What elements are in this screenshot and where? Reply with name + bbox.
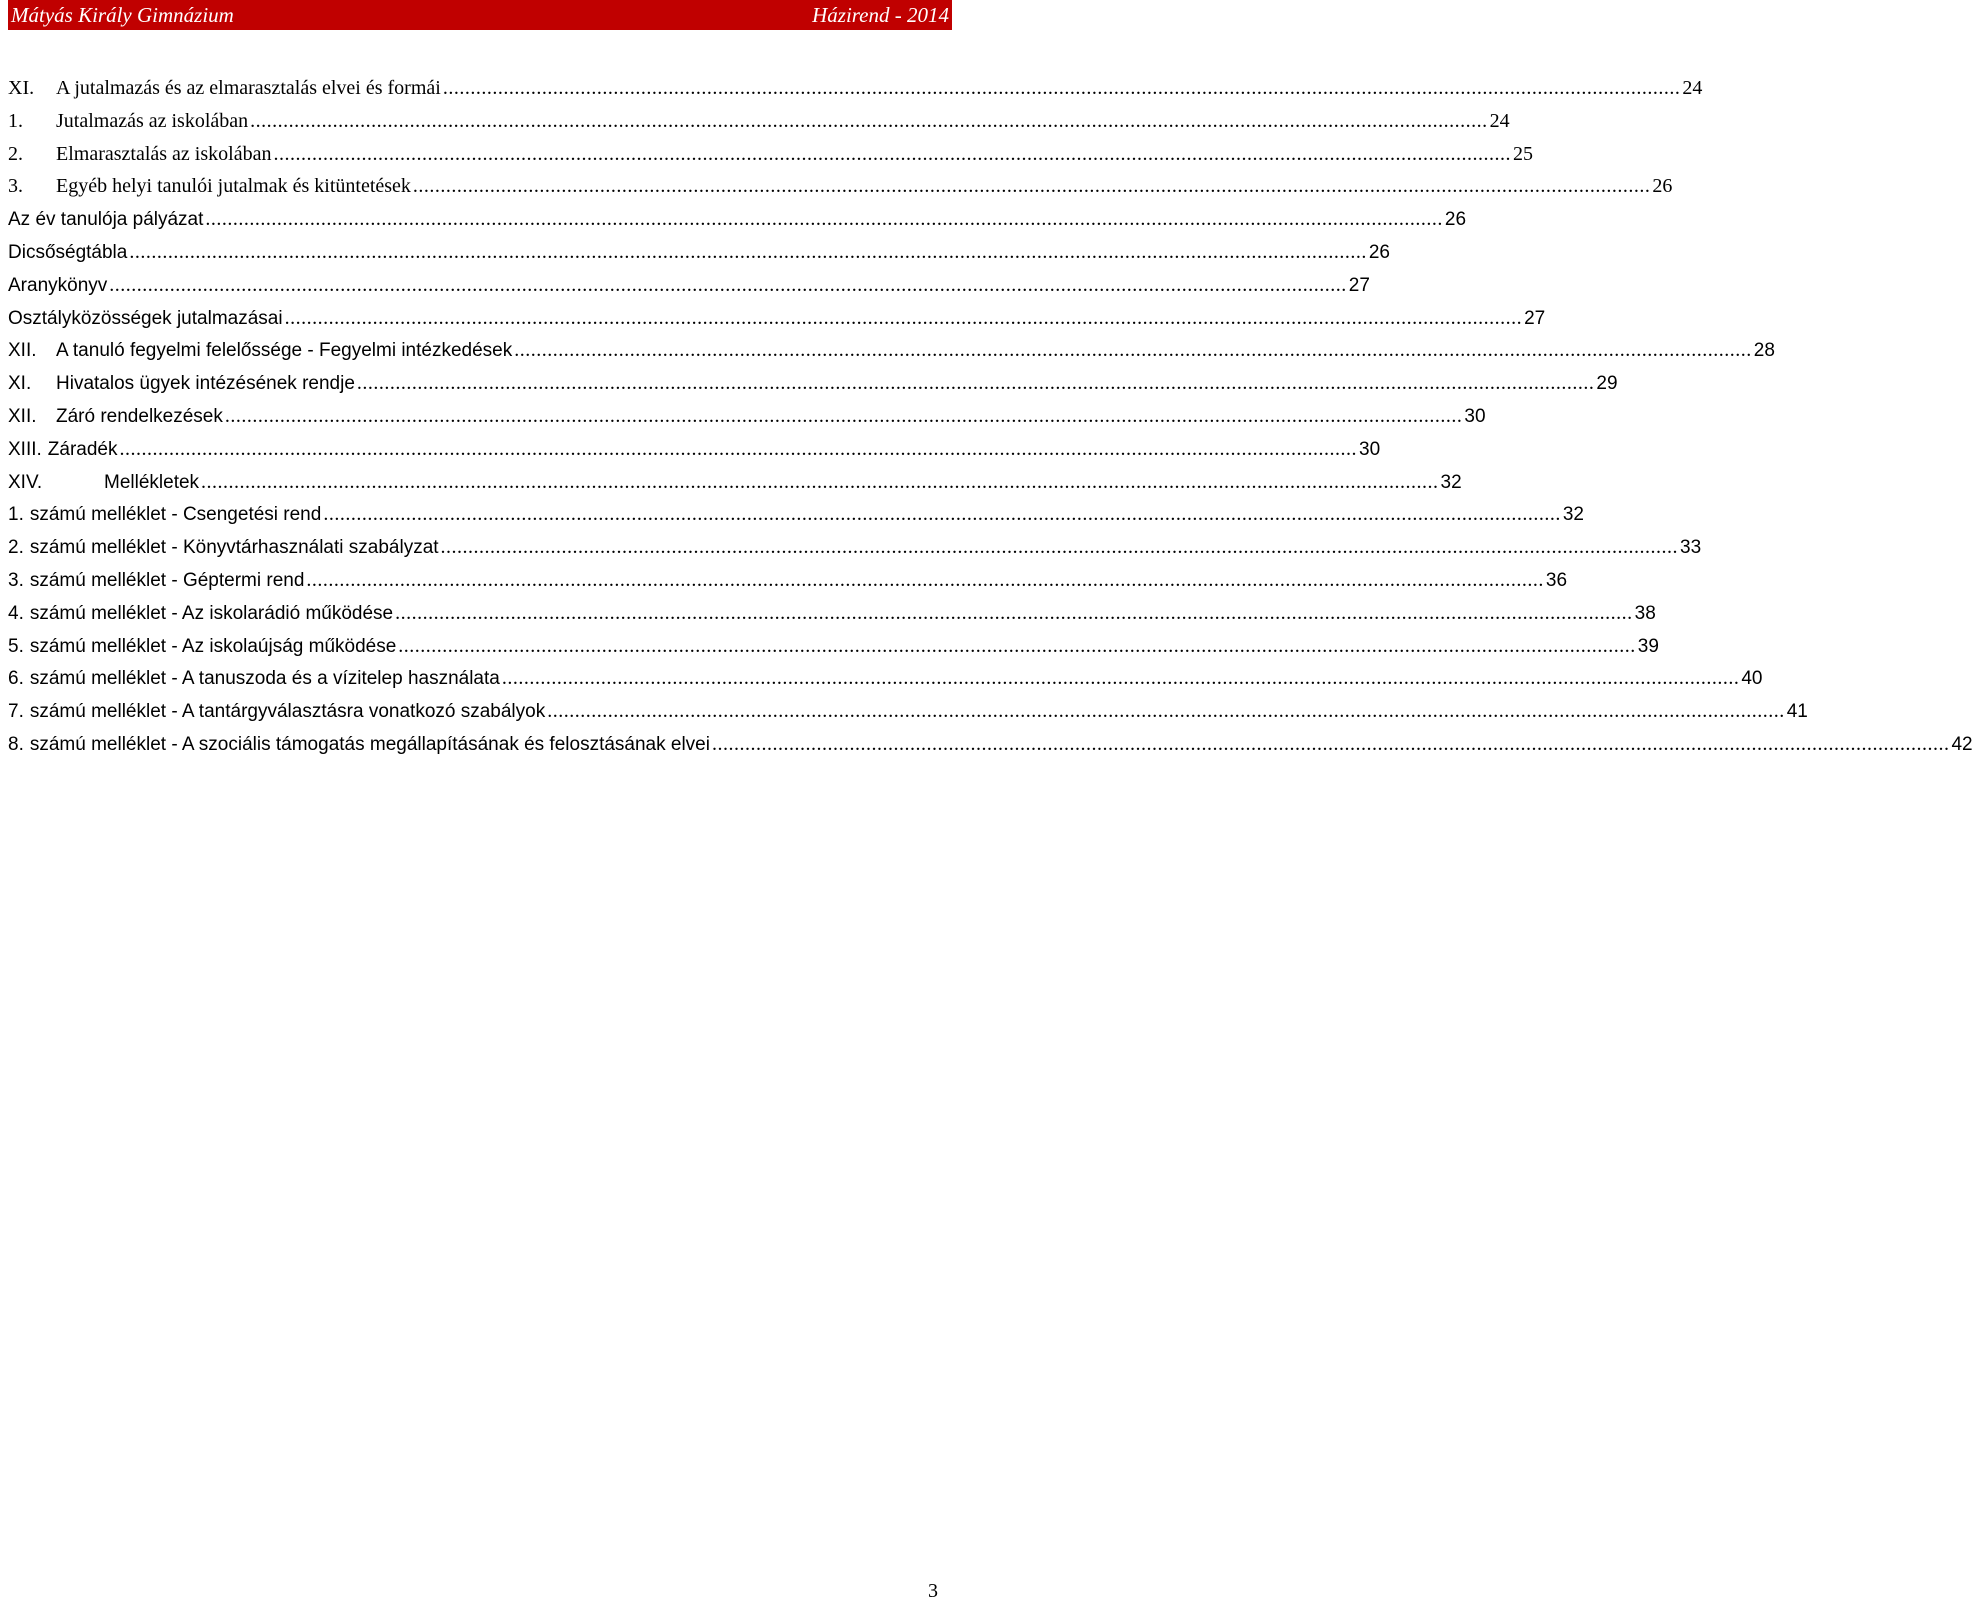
toc-entry[interactable]: [8, 334, 1775, 367]
toc-entry-page: 30: [1359, 438, 1381, 460]
toc-entry-title: Dicsőségtábla: [8, 241, 128, 263]
toc-entry[interactable]: [8, 367, 1618, 400]
toc-entry-title: A tanuló fegyelmi felelőssége - Fegyelmi intézkedések: [56, 340, 513, 362]
toc-entry-title: A jutalmazás és az elmarasztalás elvei és formái: [56, 77, 441, 99]
toc-entry-page: 24: [1489, 109, 1510, 132]
toc-entry-title: számú melléklet - A tantárgyválasztásra vonatkozó szabályok: [29, 701, 546, 723]
toc-leader-dots: [441, 72, 1681, 105]
toc-entry[interactable]: [8, 138, 1533, 171]
toc-entry-number: 1.: [8, 109, 23, 132]
toc-leader-dots: [127, 236, 1367, 269]
toc-entry[interactable]: [8, 400, 1486, 433]
toc-leader-dots: [203, 203, 1443, 236]
toc-entry-number: XIII.: [8, 438, 42, 460]
toc-entry-number: 3.: [8, 569, 24, 591]
toc-entry[interactable]: [8, 466, 1462, 499]
toc-leader-dots: [321, 498, 1561, 531]
page-header: [8, 0, 952, 30]
toc-entry-number: 3.: [8, 175, 23, 198]
toc-entry[interactable]: [8, 597, 1656, 630]
toc-entry-title: Az év tanulója pályázat: [8, 209, 204, 231]
toc-entry[interactable]: [8, 269, 1370, 302]
toc-entry-page: 29: [1596, 373, 1618, 395]
toc-leader-dots: [223, 400, 1463, 433]
toc-entry-page: 26: [1368, 241, 1390, 263]
toc-entry-number: XIV.: [8, 471, 43, 493]
toc-entry-number: XI.: [8, 77, 35, 99]
toc-entry-title: számú melléklet - A tanuszoda és a vízitelep használata: [29, 668, 500, 690]
toc-entry[interactable]: [8, 564, 1568, 597]
toc-entry-title: Egyéb helyi tanulói jutalmak és kitüntetések: [56, 175, 411, 198]
toc-entry[interactable]: [8, 498, 1584, 531]
toc-entry-title: számú melléklet - Könyvtárhasználati szabályzat: [29, 537, 439, 559]
header-document-title: Házirend - 2014: [812, 3, 949, 27]
toc-entry-number: 2.: [8, 142, 23, 165]
toc-leader-dots: [393, 597, 1633, 630]
toc-entry-page: 36: [1545, 569, 1568, 591]
toc-entry-title: számú melléklet - Géptermi rend: [29, 569, 305, 591]
toc-leader-dots: [710, 728, 1950, 761]
toc-entry-number: 2.: [8, 537, 24, 559]
toc-entry[interactable]: [8, 170, 1673, 203]
toc-entry-page: 27: [1524, 307, 1546, 329]
toc-entry-title: Osztályközösségek jutalmazásai: [8, 307, 283, 329]
toc-leader-dots: [439, 531, 1679, 564]
toc-leader-dots: [355, 367, 1595, 400]
toc-entry-title: Hivatalos ügyek intézésének rendje: [56, 373, 355, 395]
toc-entry-page: 41: [1786, 701, 1808, 723]
toc-entry-page: 30: [1464, 405, 1486, 427]
toc-entry-page: 42: [1951, 733, 1973, 755]
toc-leader-dots: [199, 466, 1439, 499]
header-school-name: Mátyás Király Gimnázium: [11, 3, 234, 27]
toc-entry-number: 1.: [8, 504, 24, 526]
toc-entry-page: 26: [1444, 209, 1467, 231]
toc-entry-page: 26: [1652, 175, 1673, 198]
toc-entry-title: számú melléklet - Az iskolarádió működése: [29, 602, 394, 624]
toc-entry-title: Elmarasztalás az iskolában: [56, 142, 272, 165]
toc-leader-dots: [283, 302, 1523, 335]
toc-entry[interactable]: [8, 203, 1467, 236]
toc-entry-title: Mellékletek: [104, 471, 200, 493]
toc-entry[interactable]: [8, 662, 1763, 695]
toc-entry-page: 40: [1741, 668, 1763, 690]
toc-entry-number: 8.: [8, 733, 24, 755]
toc-entry-title: Záradék: [47, 438, 118, 460]
toc-entry[interactable]: [8, 236, 1390, 269]
toc-entry-page: 28: [1753, 340, 1775, 362]
toc-entry-number: 4.: [8, 602, 24, 624]
toc-entry-title: számú melléklet - A szociális támogatás megállapításának és felosztásának elvei: [29, 733, 710, 755]
toc-leader-dots: [271, 138, 1511, 171]
toc-entry[interactable]: [8, 433, 1381, 466]
toc-entry-number: XII.: [8, 405, 37, 427]
table-of-contents: [8, 72, 1973, 761]
toc-entry-number: 7.: [8, 701, 24, 723]
toc-leader-dots: [107, 269, 1347, 302]
toc-entry[interactable]: [8, 72, 1703, 105]
toc-leader-dots: [512, 334, 1752, 367]
toc-entry-number: 5.: [8, 635, 24, 657]
toc-leader-dots: [396, 630, 1636, 663]
toc-entry-page: 25: [1512, 142, 1533, 165]
toc-entry-page: 38: [1634, 602, 1656, 624]
toc-entry[interactable]: [8, 695, 1808, 728]
toc-entry[interactable]: [8, 302, 1546, 335]
toc-entry-title: számú melléklet - Csengetési rend: [29, 504, 322, 526]
toc-entry-number: XI.: [8, 373, 32, 395]
toc-entry-number: 6.: [8, 668, 24, 690]
toc-entry-number: XII.: [8, 340, 37, 362]
toc-entry[interactable]: [8, 105, 1510, 138]
toc-entry-title: Jutalmazás az iskolában: [56, 109, 249, 132]
toc-entry-title: számú melléklet - Az iskolaújság működése: [29, 635, 397, 657]
toc-leader-dots: [248, 105, 1488, 138]
toc-entry-page: 24: [1682, 77, 1703, 99]
toc-entry-page: 27: [1348, 274, 1370, 296]
toc-entry-page: 39: [1637, 635, 1659, 657]
toc-entry[interactable]: [8, 531, 1702, 564]
toc-leader-dots: [118, 433, 1358, 466]
toc-entry-title: Aranykönyv: [8, 274, 108, 296]
toc-leader-dots: [545, 695, 1785, 728]
toc-entry[interactable]: [8, 630, 1659, 663]
toc-entry-title: Záró rendelkezések: [56, 405, 223, 427]
toc-leader-dots: [500, 662, 1740, 695]
toc-entry-page: 32: [1440, 471, 1462, 493]
toc-entry[interactable]: [8, 728, 1973, 761]
toc-entry-page: 32: [1562, 504, 1584, 526]
toc-leader-dots: [411, 170, 1651, 203]
toc-leader-dots: [304, 564, 1544, 597]
toc-entry-page: 33: [1680, 537, 1702, 559]
page-number: 3: [928, 1580, 938, 1602]
